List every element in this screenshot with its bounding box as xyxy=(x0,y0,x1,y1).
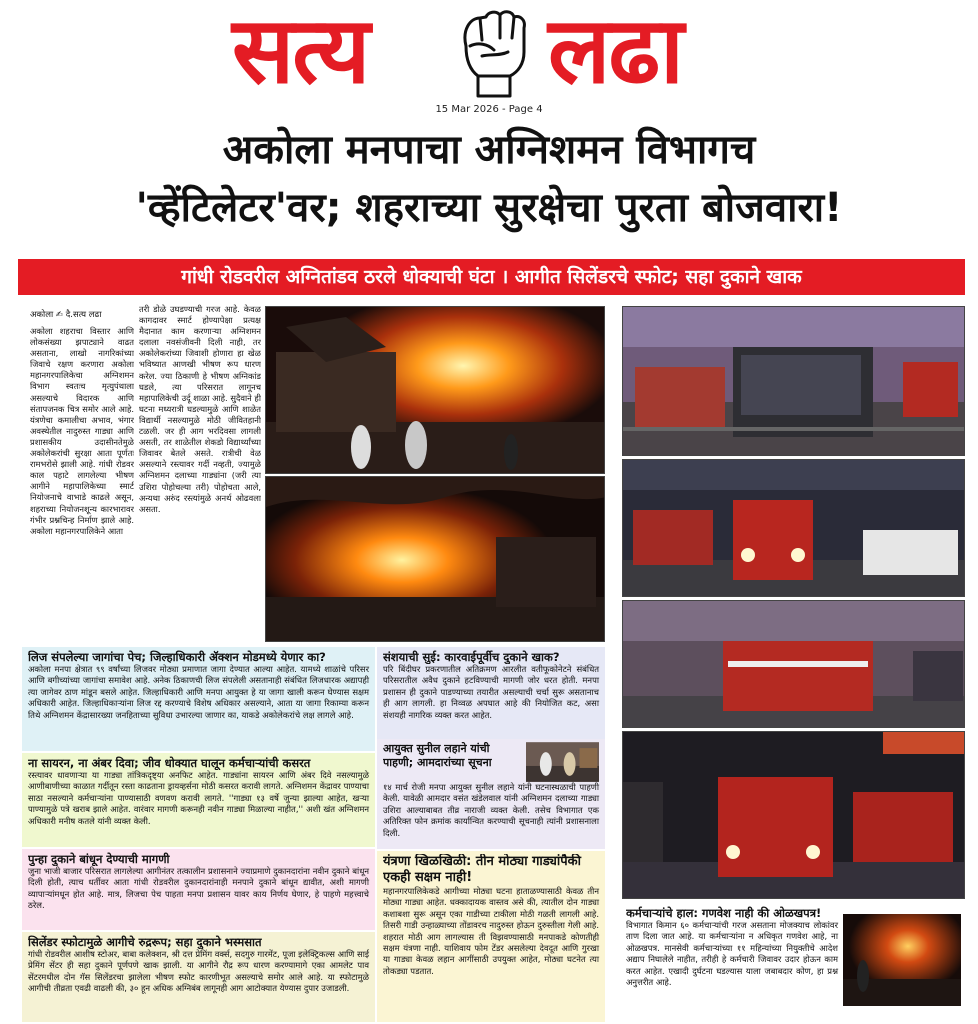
box-system-failure xyxy=(377,851,605,1022)
box-lease-issue xyxy=(22,647,375,751)
night-fire-photo xyxy=(843,914,961,1006)
logo-word-right: लढा xyxy=(548,0,683,104)
box-title: आयुक्त सुनील लहाने यांची पाहणी; आमदारांच्या सूचना xyxy=(383,742,492,769)
inspection-photo xyxy=(526,742,599,782)
byline xyxy=(30,308,130,322)
box-staff-plight xyxy=(620,903,967,1022)
box-rebuild-shops xyxy=(22,849,375,930)
pen-icon: ✍ xyxy=(55,310,64,320)
fire-photo-bottom xyxy=(265,476,605,642)
fire-photo-top xyxy=(265,306,605,474)
box-suspicion xyxy=(377,647,605,739)
subhead-banner: गांधी रोडवरील अग्नितांडव ठरले धोक्याची घंटा । आगीत सिलेंडरचे स्फोट; सहा दुकाने खाक xyxy=(18,259,965,295)
fire-station-photo-2 xyxy=(622,459,965,597)
box-title: ना सायरन, ना अंबर दिवा; जीव धोक्यात घालून कर्मचाऱ्यांची कसरत xyxy=(28,756,311,770)
box-commissioner-visit xyxy=(377,739,605,849)
fire-station-photo-3 xyxy=(622,600,965,728)
box-body: रस्त्यावर धावणाऱ्या या गाड्या तांत्रिकदृष्ट्या अनफिट आहेत. गाड्यांना सायरन आणि अंबर दिवे नसल्यामुळे आणीबाणीच्या काळात गर्दीतून रस्ता काढताना ड्रायव्हर्सना मोठी कसरत करावी लागते. अग्निशमन केंद्रावर पाण्याचा साठा नसल्याने कर्मचाऱ्यांना पाण्यासाठी वणवण करावी लागते. ''गाड्या १३ वर्षे जुन्या झाल्या आहेत, खऱ्या पाण्यामुळे पत्रे खराब झाले आहेत. वारंवार मागणी करूनही नवीन गाड्या मिळाल्या नाहीत,'' अशी खंत अग्निशमन अधिकारी मनीष कतले यांनी व्यक्त केली. xyxy=(28,770,369,826)
box-title: लिज संपलेल्या जागांचा पेच; जिल्हाधिकारी ॲक्शन मोडमध्ये येणार का? xyxy=(28,650,326,664)
byline-source: दै.सत्य लढा xyxy=(65,310,102,320)
box-title: पुन्हा दुकाने बांधून देण्याची मागणी xyxy=(28,852,170,866)
fire-station-photo-4 xyxy=(622,731,965,899)
box-body: जुना भाजी बाजार परिसरात लागलेल्या आगीनंतर तत्कालीन प्रशासनाने ज्याप्रमाणे दुकानदारांना नवीन दुकाने बांधून दिली होती, त्याच धर्तीवर आता गांधी रोडवरील दुकानदारांनाही मनपाने दुकाने बांधून द्यावीत, अशी मागणी व्यापाऱ्यांमधून होत आहे. मात्र, लिजचा पेच पाहता मनपा प्रशासन यावर काय निर्णय घेणार, हे पाहणे महत्त्वाचे ठरेल. xyxy=(28,866,369,911)
box-body: विभागात किमान ६० कर्मचाऱ्यांची गरज असताना मोजक्याच लोकांवर ताण दिला जात आहे. या कर्मचाऱ्यांना न अधिकृत गणवेश आहे, ना ओळखपत्र. मानसेवी कर्मचाऱ्यांच्या ११ महिन्यांच्या नियुक्तीचे आदेश अद्याप निघालेले नाहीत, तरीही हे कर्मचारी जिवावर उदार होऊन काम करत आहेत. एखादी दुर्घटना घडल्यास याला जबाबदार कोण, हा प्रश्न अनुत्तरीत आहे. xyxy=(626,920,838,988)
headline-line-1: अकोला मनपाचा अग्निशमन विभागच xyxy=(222,127,756,173)
box-body: अकोला मनपा क्षेत्रात ९९ वर्षांच्या लिजवर मोठ्या प्रमाणात जागा देण्यात आल्या आहेत. यामध्ये शाळांचे परिसर आणि बगीच्यांच्या जागांचा समावेश आहे. अनेक ठिकाणची लिज संपलेली असतानाही संबंधित लिजधारक अद्यापही त्या जागेवर ठाण मांडून बसले आहेत. जिल्हाधिकारी आणि मनपा आयुक्त हे या जागा खाली करून घेण्यास सक्षम अधिकारी आहेत. जिल्हाधिकाऱ्यांना लिज रद्द करण्याचे विशेष अधिकार असल्याने, आता या जागा रिकाम्या करून तिथे अग्निशमन केंद्रासारख्या जनहिताच्या सुविधा उभारल्या जाणार का, याकडे अकोलेकरांचे लक्ष लागले आहे. xyxy=(28,664,369,720)
box-body: परि बिंदीघर प्रकरणातील अतिक्रमण आरलीत वतीफूकोनेटने संबंधित परिसरातील अवैध दुकाने हटविण्याची मागणी जोर धरत होती. मनपा प्रशासन ही दुकाने पाडण्याच्या तयारीत असल्याची चर्चा सुरू असतानाच ही आग लागली. हा निव्वळ अपघात आहे की नियोजित कट, असा संशयही नागरिक व्यक्त करत आहेत. xyxy=(383,664,599,720)
fire-station-photo-1 xyxy=(622,306,965,456)
date-page-line: 15 Mar 2026 - Page 4 xyxy=(435,104,543,115)
byline-place: अकोला xyxy=(30,310,54,320)
headline-line-2: 'व्हेंटिलेटर'वर; शहराच्या सुरक्षेचा पुरता बोजवारा! xyxy=(135,185,843,231)
article-column-1: अकोला शहराचा विस्तार आणि लोकसंख्या झपाट्याने वाढत असताना, लाखो नागरिकांच्या जिवाचे रक्षण करणारा अकोला महानगरपालिकेचा अग्निशमन विभाग स्वतःच मृत्युपंथाला असल्याचे विदारक आणि संतापजनक चित्र समोर आले आहे. यंत्रणेचा कमालीचा अभाव, भंगार अवस्थेतील नादुरुस्त गाड्या आणि प्रशासकीय उदासीनतेमुळे अकोलेकरांची सुरक्षा आता पूर्णतः रामभरोसे झाली आहे. गांधी रोडवर काल पहाटे लागलेल्या भीषण आगीने महापालिकेच्या स्मार्ट नियोजनाचे वाभाडे काढले असून, शहराच्या नियोजनशून्य कारभारावर गंभीर प्रश्नचिन्ह निर्माण झाले आहे. अकोला महानगरपालिकेने आता xyxy=(30,326,134,536)
logo-word-left: सत्य xyxy=(232,0,369,104)
box-body: महानगरपालिकेकडे आगीच्या मोठ्या घटना हाताळण्यासाठी केवळ तीन मोठ्या गाड्या आहेत. धक्कादायक वास्तव असे की, त्यातील दोन गाड्या कशाबशा सुरू असून एका गाडीच्या टाकीला मोठी गळती लागली आहे. तिसरी गाडी उन्हाळ्याच्या तोंडावरच नादुरुस्त होऊन दुरुस्तीला गेली आहे. शहरात मोठी आग लागल्यास ती विझवण्यासाठी मनपाकडे कोणतीही सक्षम यंत्रणा नाही. याशिवाय फोम टेंडर असलेल्या देवदूत आणि गुरखा या गाड्या केवळ लहान आगींसाठी उपयुक्त आहेत, मोठ्या घटनेत त्या तोकड्या पडतात. xyxy=(383,886,599,976)
box-cylinder-blast xyxy=(22,932,375,1022)
box-title: यंत्रणा खिळखिळी: तीन मोठ्या गाड्यांपैकी एकही सक्षम नाही! xyxy=(383,854,582,885)
box-title: सिलेंडर स्फोटामुळे आगीचे रुद्ररूप; सहा दुकाने भस्मसात xyxy=(28,935,262,949)
box-title: कर्मचाऱ्यांचे हाल: गणवेश नाही की ओळखपत्र! xyxy=(626,906,822,920)
article-column-2: तरी डोळे उघडण्याची गरज आहे. केवळ कागदावर स्मार्ट होण्यापेक्षा प्रत्यक्ष मैदानात काम करणाऱ्या अग्निशमन दलाला नवसंजीवनी दिली नाही, तर अकोलेकरांच्या जिवाशी होणारा हा खेळ भविष्यात आणखी भीषण रूप धारण करेल. ज्या ठिकाणी हे भीषण अग्निकांड घडले, त्या परिसरात लागूनच महापालिकेची उर्दू शाळा आहे. सुदैवाने ही घटना मध्यरात्री घडल्यामुळे आणि शाळेत विद्यार्थी नसल्यामुळे मोठी जीवितहानी टळली. जर ही आग भरदिवसा लागली असती, तर शाळेतील शेकडो विद्यार्थ्यांच्या जिवावर बेतले असते. रात्रीची वेळ असल्याने रस्त्यावर गर्दी नव्हती, ज्यामुळे अग्निशमन दलाच्या गाड्यांना (जरी त्या उशिरा पोहोचल्या तरी) पोहोचता आले, अन्यथा अरुंद रस्त्यांमुळे अनर्थ ओढवला असता. xyxy=(139,304,261,514)
masthead xyxy=(0,0,978,104)
box-no-siren xyxy=(22,753,375,847)
box-body: गांधी रोडवरील आशीष स्टोअर, बाबा कलेक्शन, श्री दत्त प्रेमिंग वर्क्स, सदगुरु गारमेंट, पूजा इलेक्ट्रिकल्स आणि साई प्रेमिंग सेंटर ही सहा दुकाने पूर्णपणे खाक झाली. या आगीने रौद्र रूप धारण करण्यामागे एका आमलेट पाव सेंटरमधील दोन गॅस सिलेंडरचा झालेला भीषण स्फोट कारणीभूत असल्याचे समोर आले आहे. या स्फोटामुळे आगीची तीव्रता एवढी वाढली की, ३० हून अधिक अग्निबंब लागूनही आग आटोक्यात येण्यास दुपार उजाडली. xyxy=(28,949,369,994)
raised-fist-icon xyxy=(452,6,538,98)
box-title: संशयाची सुई: कारवाईपूर्वीच दुकाने खाक? xyxy=(383,650,560,664)
box-body: १४ मार्च रोजी मनपा आयुक्त सुनील लहाने यांनी घटनास्थळाची पाहणी केली. यावेळी आमदार वसंत खंडेलवाल यांनी अग्निशमन दलाच्या गाड्या उशिरा आल्याबाबत तीव्र नाराजी व्यक्त केली. तसेच विभागात एक अतिरिक्त फोन क्रमांक कार्यान्वित करण्याची सूचनाही त्यांनी प्रशासनाला दिली. xyxy=(383,782,599,838)
